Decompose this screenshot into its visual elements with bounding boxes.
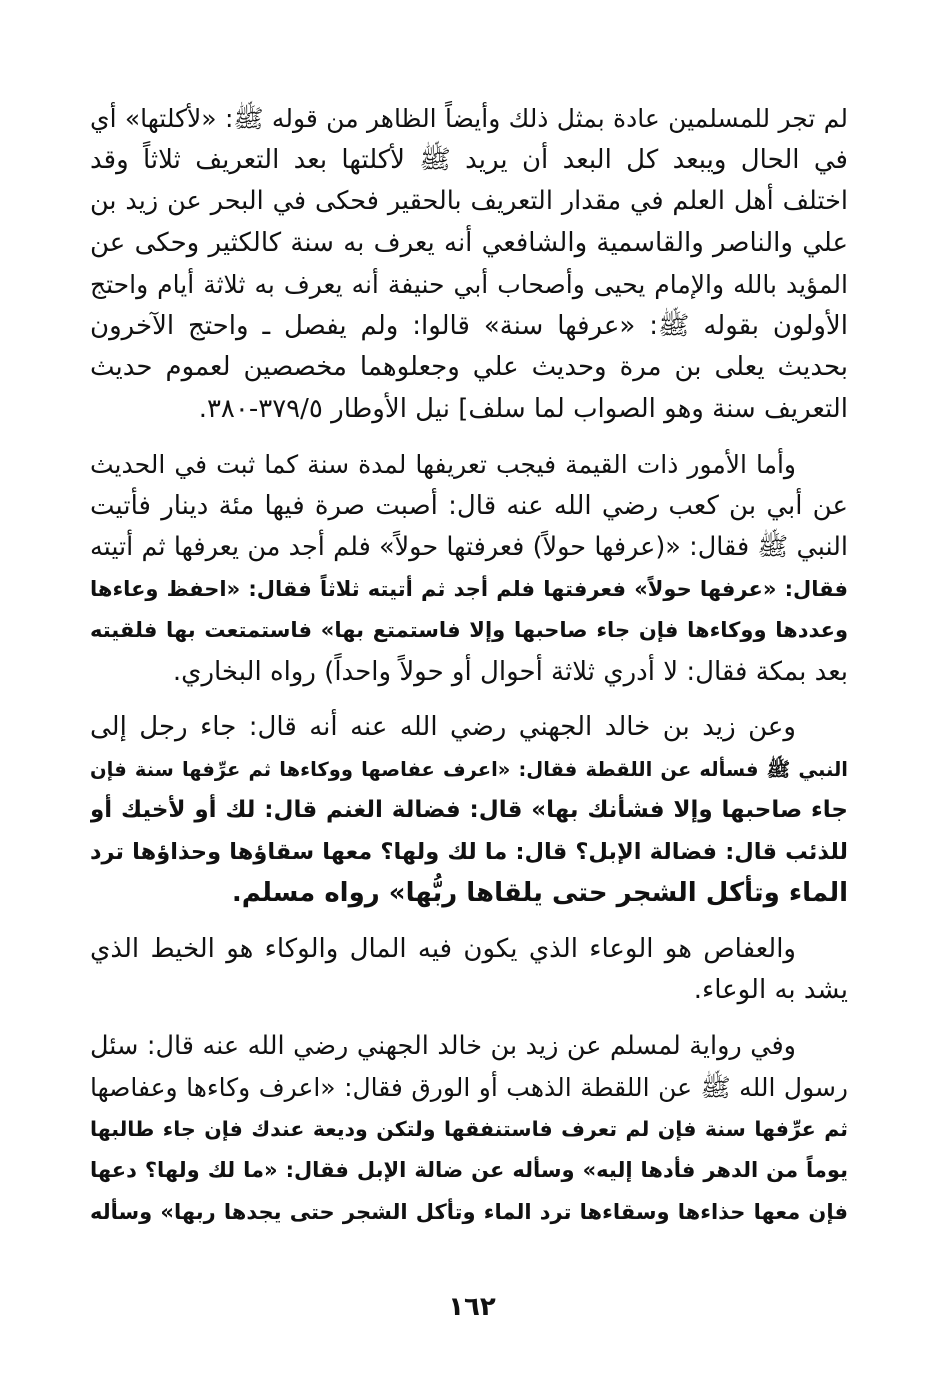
text-line: جاء صاحبها وإلا فشأنك بها» قال: فضالة الغنم قال: لك أو لأخيك أو	[90, 797, 848, 823]
paragraph-5	[90, 1026, 848, 1234]
text-line: وعددها ووكاءها فإن جاء صاحبها وإلا فاستمتع بها» فاستمتعت بها فلقيته	[90, 618, 848, 642]
text-line: يوماً من الدهر فأدها إليه» وسأله عن ضالة الإبل فقال: «ما لك ولها؟ دعها	[90, 1158, 848, 1182]
text-line: رسول الله ﷺ عن اللقطة الذهب أو الورق فقال: «اعرف وكاءها وعفاصها	[90, 1073, 848, 1102]
text-line: الأولون بقوله ﷺ: «عرفها سنة» قالوا: ولم يفصل ـ واحتج الآخرون	[90, 310, 848, 341]
text-line: بحديث يعلى بن مرة وحديث علي وجعلوهما مخصصين لعموم حديث	[90, 352, 848, 382]
text-line: وأما الأمور ذات القيمة فيجب تعريفها لمدة سنة كما ثبت في الحديث	[90, 450, 796, 479]
text-line: والعفاص هو الوعاء الذي يكون فيه المال والوكاء هو الخيط الذي	[90, 933, 796, 964]
text-line: لم تجر للمسلمين عادة بمثل ذلك وأيضاً الظاهر من قوله ﷺ: «لأكلتها» أي	[90, 104, 848, 133]
text-line: النبي ﷺ فسأله عن اللقطة فقال: «اعرف عفاصها ووكاءها ثم عرِّفها سنة فإن	[90, 757, 848, 781]
paragraph-1	[90, 98, 848, 430]
paragraph-2	[90, 444, 848, 693]
text-line: عن أبي بن كعب رضي الله عنه قال: أصبت صرة فيها مئة دينار فأتيت	[90, 490, 848, 521]
text-line: الماء وتأكل الشجر حتى يلقاها ربُّها» رواه مسلم.	[231, 878, 848, 908]
paragraph-3	[90, 707, 848, 915]
text-line: اختلف أهل العلم في مقدار التعريف بالحقير فحكى في البحر عن زيد بن	[90, 186, 848, 216]
paragraph-4	[90, 929, 848, 1012]
text-line: فإن معها حذاءها وسقاءها ترد الماء وتأكل الشجر حتى يجدها ربها» وسأله	[90, 1199, 848, 1224]
text-line: بعد بمكة فقال: لا أدري ثلاثة أحوال أو حولاً واحداً) رواه البخاري.	[172, 656, 848, 687]
page-number: ١٦٢	[448, 1292, 496, 1322]
text-line: التعريف سنة وهو الصواب لما سلف] نيل الأوطار ٣٧٩/٥-٣٨٠.	[198, 393, 848, 424]
text-line: علي والناصر والقاسمية والشافعي أنه يعرف به سنة كالكثير وحكى عن	[90, 227, 848, 258]
text-line: للذئب قال: فضالة الإبل؟ قال: ما لك ولها؟ معها سقاؤها وحذاؤها ترد	[90, 838, 848, 865]
text-line: وفي رواية لمسلم عن زيد بن خالد الجهني رضي الله عنه قال: سئل	[90, 1030, 796, 1061]
text-line: في الحال ويبعد كل البعد أن يريد ﷺ لأكلتها بعد التعريف ثلاثاً وقد	[90, 144, 848, 175]
text-line: ثم عرِّفها سنة فإن لم تعرف فاستنفقها ولتكن وديعة عندك فإن جاء طالبها	[90, 1116, 848, 1141]
text-line: يشد به الوعاء.	[693, 975, 848, 1005]
text-line: وعن زيد بن خالد الجهني رضي الله عنه أنه قال: جاء رجل إلى	[90, 712, 796, 742]
text-line: المؤيد بالله والإمام يحيى وأصحاب أبي حنيفة أنه يعرف به ثلاثة أيام واحتج	[90, 270, 848, 299]
text-line: النبي ﷺ فقال: «(عرفها حولاً) فعرفتها حولاً» فلم أجد من يعرفها ثم أتيته	[90, 532, 848, 562]
text-line: فقال: «عرفها حولاً» فعرفتها فلم أجد ثم أتيته ثلاثاً فقال: «احفظ وعاءها	[90, 576, 848, 601]
page-body	[90, 98, 848, 1247]
